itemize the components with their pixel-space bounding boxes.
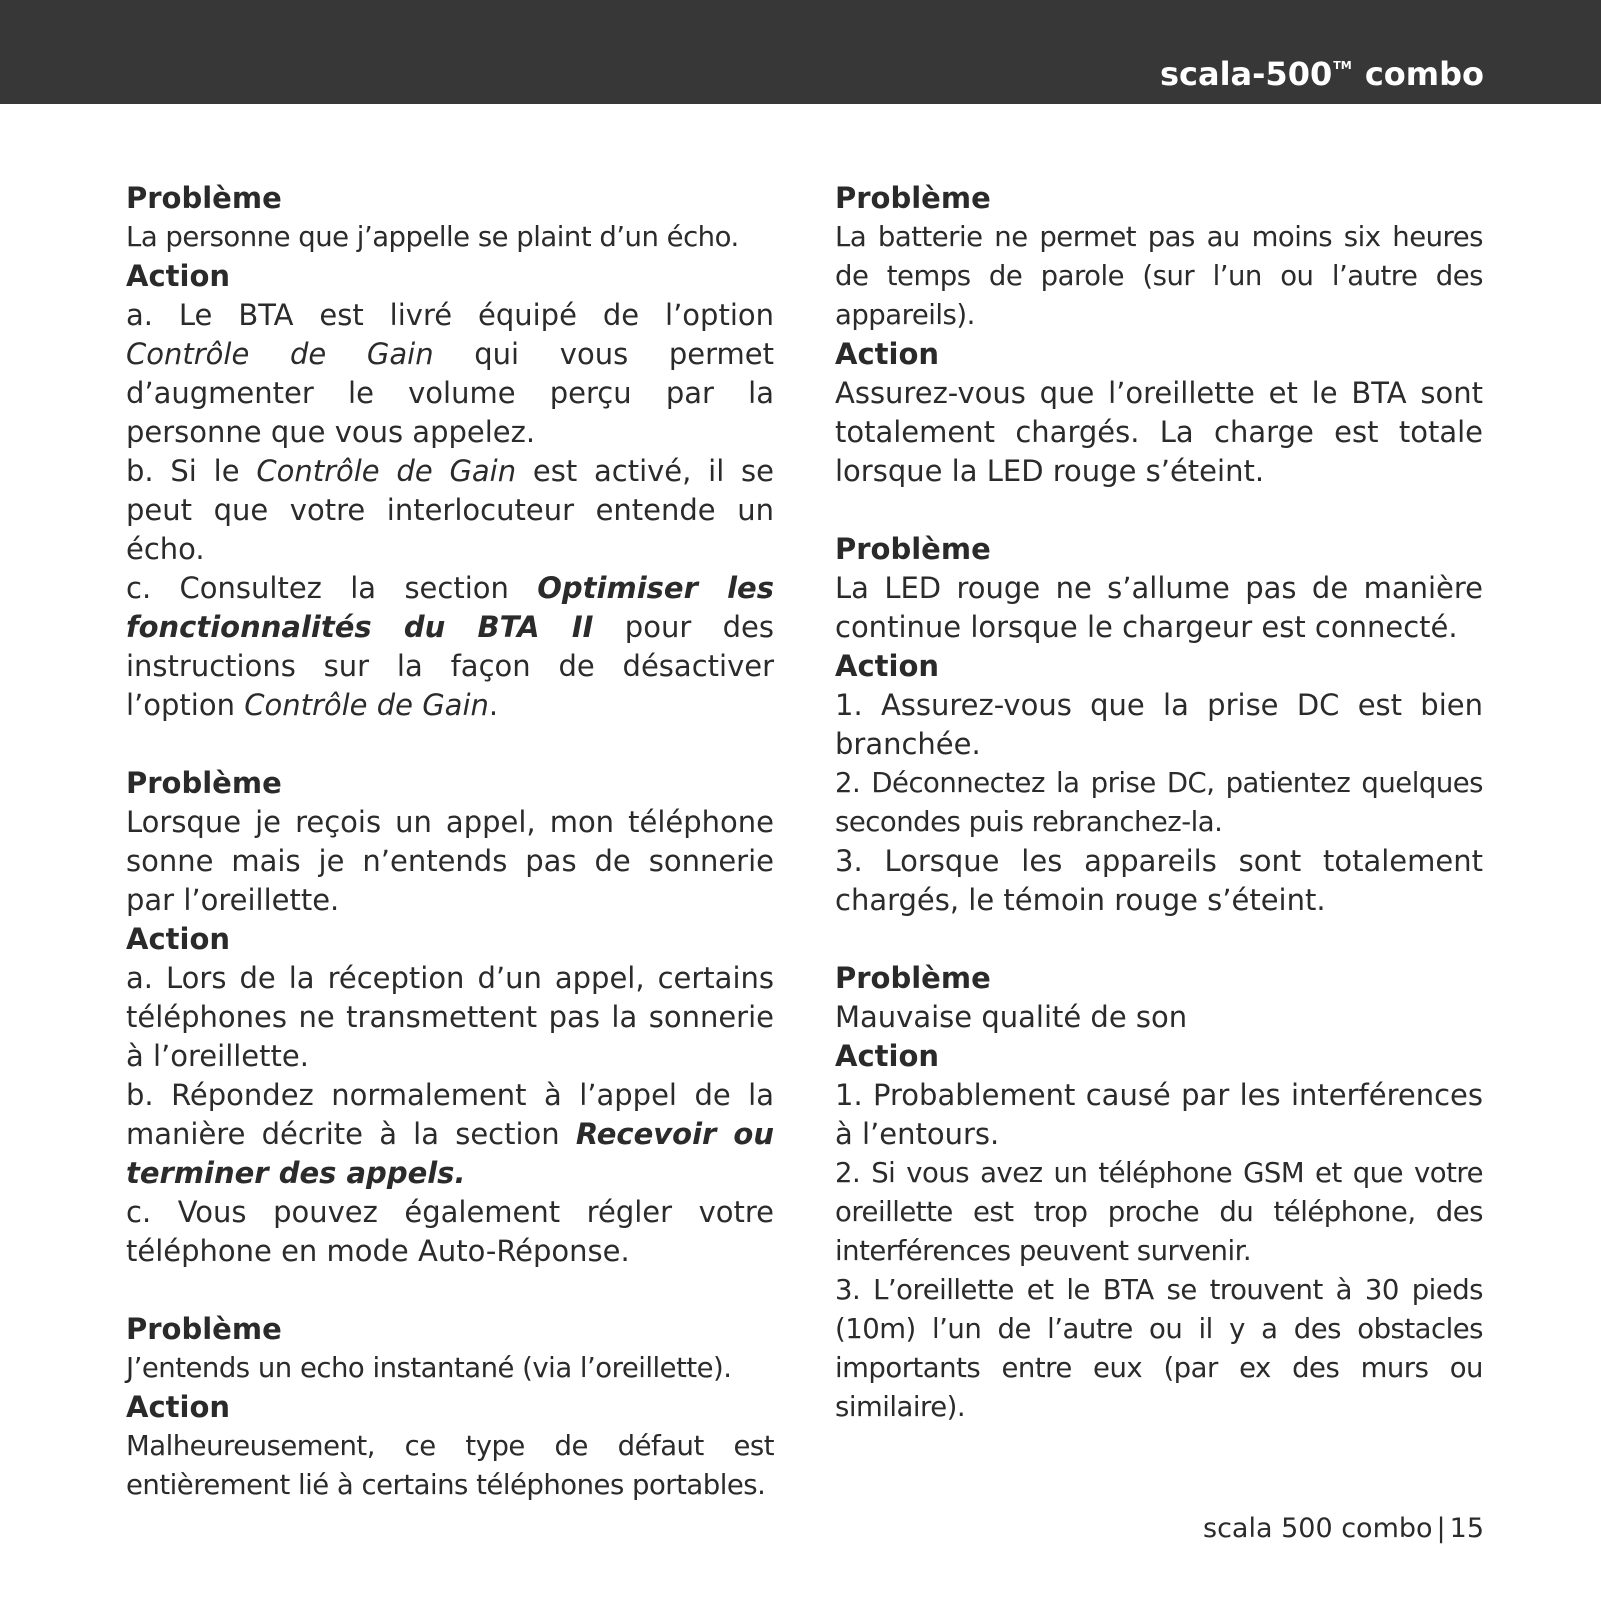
action-step-c: c. Vous pouvez également régler votre téléphone en mode Auto-Réponse. [126, 1195, 774, 1268]
problem-sound-quality [835, 959, 1483, 1427]
problem-heading: Problème [126, 766, 282, 800]
problem-heading: Problème [126, 181, 282, 215]
problem-heading: Problème [835, 181, 991, 215]
action-heading: Action [835, 649, 940, 683]
action-heading: Action [126, 259, 231, 293]
action-step-c: c. Consultez la section Optimiser les fonctionnalités du BTA II pour des instructions sur la façon de désactiver l’option Contrôle de Gain. [126, 571, 774, 722]
problem-text: J’entends un echo instantané (via l’oreillette). [126, 1352, 732, 1384]
problem-text: Lorsque je reçois un appel, mon téléphone sonne mais je n’entends pas de sonnerie par l’oreillette. [126, 805, 774, 917]
action-text: Malheureusement, ce type de défaut est entièrement lié à certains téléphones portables. [126, 1430, 774, 1501]
action-step-2: 2. Si vous avez un téléphone GSM et que votre oreillette est trop proche du téléphone, des interférences peuvent survenir. [835, 1157, 1483, 1267]
action-heading: Action [835, 1039, 940, 1073]
header-title [1160, 44, 1484, 96]
action-step-1: 1. Assurez-vous que la prise DC est bien branchée. [835, 688, 1483, 761]
action-step-3: 3. L’oreillette et le BTA se trouvent à 30 pieds (10m) l’un de l’autre ou il y a des obstacles importants entre eux (par ex des murs ou similaire). [835, 1274, 1483, 1423]
page-header [0, 0, 1601, 104]
problem-battery [835, 179, 1483, 491]
italic-term: Contrôle de Gain [244, 688, 489, 722]
problem-text: La batterie ne permet pas au moins six heures de temps de parole (sur l’un ou l’autre des appareils). [835, 221, 1483, 331]
page-footer [1203, 1510, 1484, 1548]
left-column [126, 179, 774, 1544]
problem-text: La personne que j’appelle se plaint d’un écho. [126, 221, 739, 253]
action-step-3: 3. Lorsque les appareils sont totalement chargés, le témoin rouge s’éteint. [835, 844, 1483, 917]
problem-instant-echo [126, 1310, 774, 1505]
section-reference: Optimiser les fonctionnalités du BTA II [126, 571, 774, 644]
header-title-product: scala-500 [1159, 55, 1333, 93]
problem-heading: Problème [126, 1312, 282, 1346]
right-column [835, 179, 1483, 1466]
problem-echo [126, 179, 774, 725]
section-reference: Recevoir ou terminer des appels. [126, 1117, 774, 1190]
problem-text: Mauvaise qualité de son [835, 1000, 1188, 1034]
action-step-a: a. Lors de la réception d’un appel, certains téléphones ne transmettent pas la sonnerie à l’oreillette. [126, 961, 774, 1073]
action-heading: Action [126, 922, 231, 956]
problem-text: La LED rouge ne s’allume pas de manière continue lorsque le chargeur est connecté. [835, 571, 1483, 644]
footer-separator: | [1436, 1513, 1446, 1544]
problem-no-ring [126, 764, 774, 1271]
action-step-b: b. Si le Contrôle de Gain est activé, il se peut que votre interlocuteur entende un écho. [126, 454, 774, 566]
action-heading: Action [126, 1390, 231, 1424]
page-number: 15 [1449, 1513, 1484, 1544]
action-step-2: 2. Déconnectez la prise DC, patientez quelques secondes puis rebranchez-la. [835, 767, 1483, 838]
problem-heading: Problème [835, 961, 991, 995]
italic-term: Contrôle de Gain [256, 454, 517, 488]
problem-heading: Problème [835, 532, 991, 566]
action-step-a: a. Le BTA est livré équipé de l’option Contrôle de Gain qui vous permet d’augmenter le volume perçu par la personne que vous appelez. [126, 298, 774, 449]
action-text: Assurez-vous que l’oreillette et le BTA sont totalement chargés. La charge est totale lorsque la LED rouge s’éteint. [835, 376, 1483, 488]
action-heading: Action [835, 337, 940, 371]
action-step-b: b. Répondez normalement à l’appel de la manière décrite à la section Recevoir ou terminer des appels. [126, 1078, 774, 1190]
problem-red-led [835, 530, 1483, 920]
italic-term: Contrôle de Gain [126, 337, 434, 371]
action-step-1: 1. Probablement causé par les interférences à l’entours. [835, 1078, 1483, 1151]
footer-brand: scala 500 combo [1203, 1513, 1433, 1544]
trademark-mark: TM [1333, 59, 1352, 72]
header-title-suffix: combo [1353, 55, 1484, 93]
